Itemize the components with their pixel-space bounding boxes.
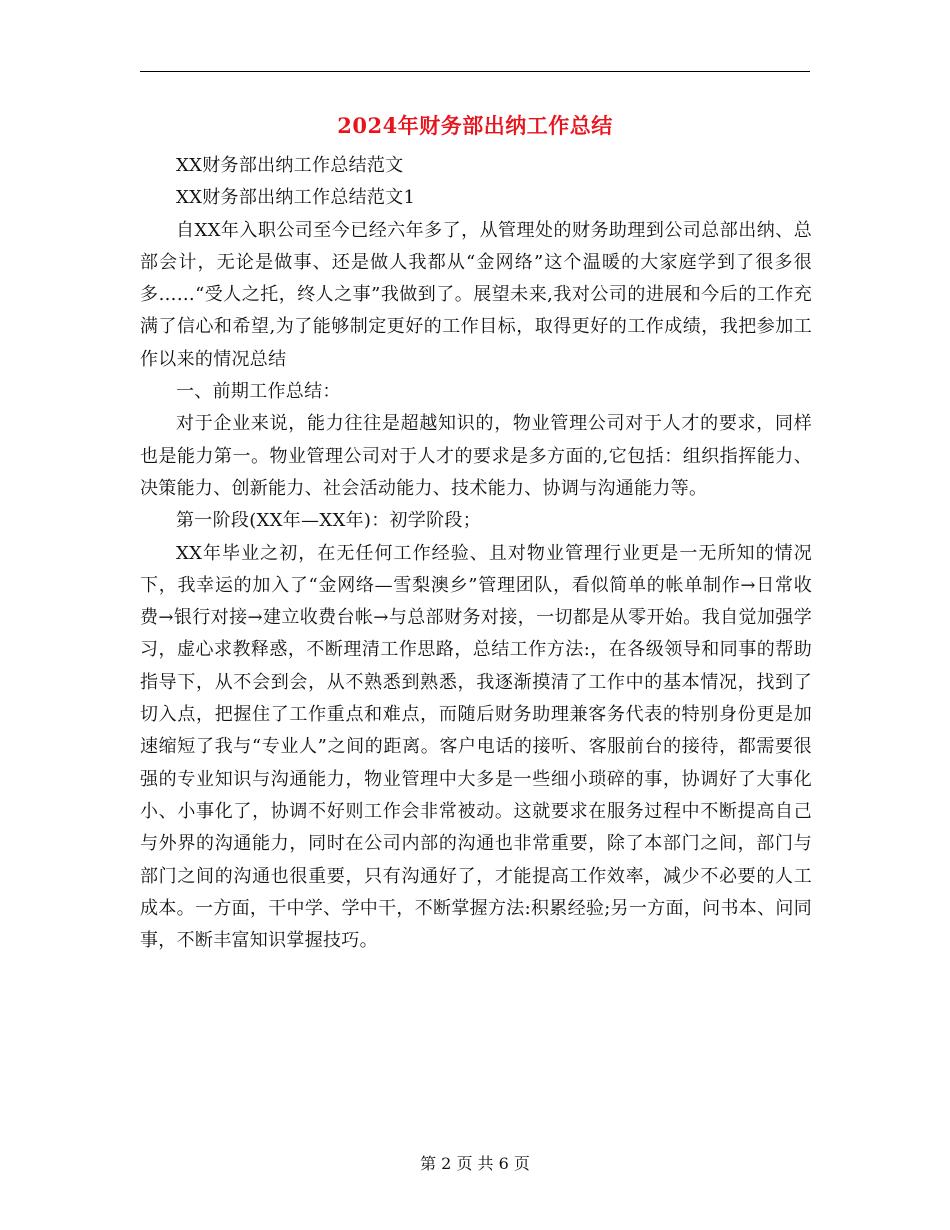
document-body: [140, 150, 812, 957]
stage-heading-1: 第一阶段(XX年—XX年)：初学阶段；: [176, 510, 482, 532]
paragraph-heading-2: XX财务部出纳工作总结范文1: [176, 187, 416, 209]
document-title: 2024年财务部出纳工作总结: [337, 113, 613, 138]
paragraph-ability: 对于企业来说，能力往往是超越知识的，物业管理公司对于人才的要求，同样也是能力第一。物业管理公司对于人才的要求是多方面的,它包括：组织指挥能力、决策能力、创新能力、社会活动能力、技术能力、协调与沟通能力等。: [140, 413, 812, 499]
section-heading-summary: 一、前期工作总结：: [176, 381, 341, 403]
paragraph-heading-1: XX财务部出纳工作总结范文: [176, 155, 404, 176]
header-rule: [140, 71, 810, 72]
paragraph-stage-1: XX年毕业之初，在无任何工作经验、且对物业管理行业更是一无所知的情况下，我幸运的加入了“金网络—雪梨澳乡”管理团队，看似简单的帐单制作→日常收费→银行对接→建立收费台帐→与总部财务对接，一切都是从零开始。我自觉加强学习，虚心求教释惑，不断理清工作思路，总结工作方法:，在各级领导和同事的帮助指导下，从不会到会，从不熟悉到熟悉，我逐渐摸清了工作中的基本情况，找到了切入点，把握住了工作重点和难点，而随后财务助理兼客务代表的特别身份更是加速缩短了我与“专业人”之间的距离。客户电话的接听、客服前台的接待，都需要很强的专业知识与沟通能力，物业管理中大多是一些细小琐碎的事，协调好了大事化小、小事化了，协调不好则工作会非常被动。这就要求在服务过程中不断提高自己与外界的沟通能力，同时在公司内部的沟通也非常重要，除了本部门之间，部门与部门之间的沟通也很重要，只有沟通好了，才能提高工作效率，减少不必要的人工成本。一方面，干中学、学中干，不断掌握方法:积累经验;另一方面，问书本、问同事，不断丰富知识掌握技巧。: [140, 542, 812, 952]
paragraph-intro: 自XX年入职公司至今已经六年多了，从管理处的财务助理到公司总部出纳、总部会计，无论是做事、还是做人我都从“金网络”这个温暖的大家庭学到了很多很多……“受人之托，终人之事”我做到了。展望未来,我对公司的进展和今后的工作充满了信心和希望,为了能够制定更好的工作目标，取得更好的工作成绩，我把参加工作以来的情况总结: [140, 219, 812, 370]
page-number-footer: 第 2 页 共 6 页: [420, 1154, 530, 1173]
